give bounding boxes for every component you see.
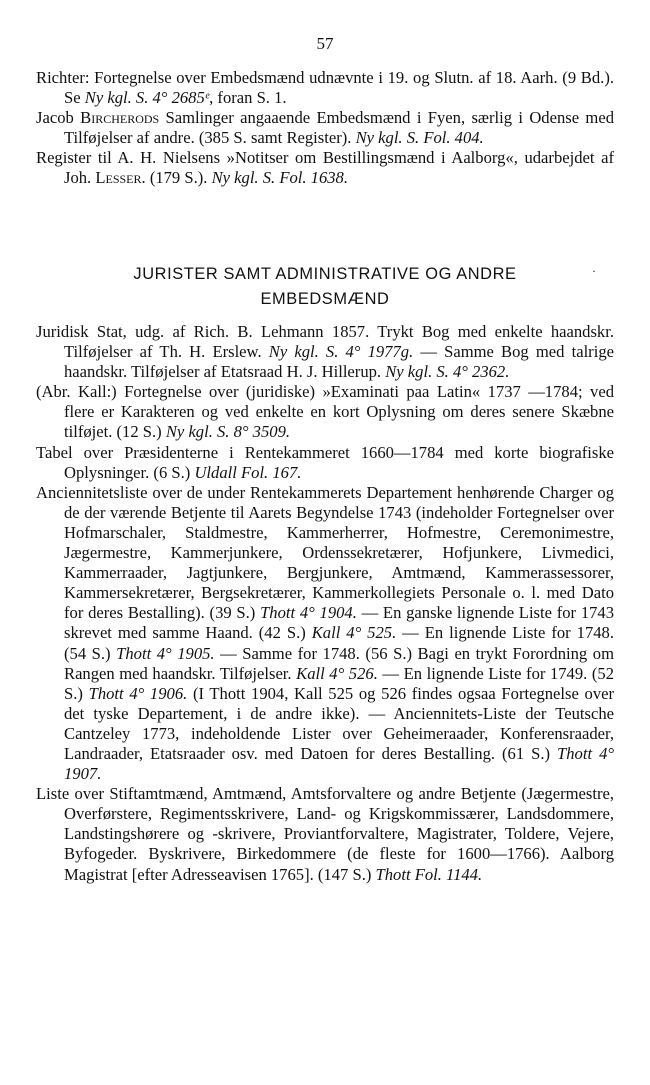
entry-text: Richter: Fortegnelse over Embedsmænd udnævnte i 19. og Slutn. af 18. Aarh. (9 Bd.). Se: [36, 68, 614, 108]
entry-text: — En ganske lignende Liste for 1743 skrevet med samme Haand. (42 S.): [64, 603, 615, 643]
shelfmark: Ny kgl. S. Fol. 404.: [355, 128, 484, 148]
entry-text: — En lignende Liste for 1748. (54 S.): [64, 623, 615, 663]
entry-text: Lesser: [95, 168, 142, 188]
shelfmark: Ny kgl. S. 8° 3509.: [165, 422, 291, 442]
catalog-entry: [36, 322, 614, 382]
entry-text: Juridisk Stat, udg. af Rich. B. Lehmann 1857. Trykt Bog med enkelte haandskr. Tilføjelser af Th. H. Erslew.: [36, 322, 614, 362]
shelfmark: Ny kgl. S. 4° 2362.: [385, 362, 510, 382]
entry-text: . (179 S.).: [141, 168, 212, 188]
entry-text: Bircherods: [80, 108, 160, 128]
entries-bottom: [36, 322, 614, 885]
shelfmark: Thott 4° 1904.: [260, 603, 357, 623]
shelfmark: Thott 4° 1905.: [116, 643, 215, 663]
heading-mark: ·: [592, 264, 596, 278]
entry-text: Jacob: [36, 108, 81, 128]
shelfmark: Kall 4° 526.: [296, 663, 378, 683]
shelfmark: Thott 4° 1907.: [64, 743, 615, 784]
entry-text: — Samme Bog med talrige haandskr. Tilføjelser af Etatsraad H. J. Hillerup.: [64, 342, 614, 382]
entry-text: Tabel over Præsidenterne i Rentekammeret 1660—1784 med korte biografiske Oplysninger. (6 S.): [36, 442, 614, 482]
entry-text: Samlinger angaaende Embedsmænd i Fyen, særlig i Odense med Tilføjelser af andre. (385 S. samt Register).: [64, 108, 614, 148]
shelfmark: Ny kgl. S. Fol. 1638.: [211, 168, 348, 188]
section-heading: [36, 262, 614, 312]
entry-text: — Samme for 1748. (56 S.) Bagi en trykt Forordning om Rangen med haandskr. Tilføjelser.: [64, 643, 614, 683]
shelfmark: Ny kgl. S. 4° 2685ᵉ: [84, 88, 210, 108]
catalog-entry: [36, 108, 614, 148]
entry-text: , foran S. 1.: [209, 88, 287, 108]
entry-text: Liste over Stiftamtmænd, Amtmænd, Amtsforvaltere og andre Betjente (Jægermestre, Overførstere, Regimentsskrivere, Land- og Krigskommissærer, Landsdommere, Landstingshørere og -skrivere, Proviantforvaltere, Magistrater, Toldere, Vejere, Byfogeder. Byskrivere, Birkedommere (de fleste for 1600—1766). Aalborg Magistrat [efter Adresseavisen 1765]. (147 S.): [36, 784, 614, 884]
catalog-entry: [36, 148, 614, 188]
catalog-entry: [36, 784, 614, 884]
shelfmark: Ny kgl. S. 4° 1977g.: [268, 342, 414, 362]
entry-text: (Abr. Kall:) Fortegnelse over (juridiske) »Examinati paa Latin« 1737 —1784; ved flere er Karakteren og ved enkelte en kort Oplysning om deres senere Skæbne tilføjet. (12 S.): [36, 382, 614, 442]
catalog-entry: [36, 68, 614, 108]
section-heading-line-1: JURISTER SAMT ADMINISTRATIVE OG ANDRE: [133, 265, 517, 283]
entry-text: Anciennitetsliste over de under Rentekammerets Departement henhørende Charger og de der værende Betjente til Aarets Begyndelse 1743 (indeholder Fortegnelser over Hofmarschaler, Staldmestre, Kammerherrer, Hofmestre, Ceremonimestre, Jægermestre, Kammerjunkere, Ordenssekretærer, Hofjunkere, Livmedici, Kammerraader, Jagtjunkere, Bergjunkere, Amtmænd, Kammerassessorer, Kammersekretærer, Bergsekretærer, Kammerkollegiets Personale o. l. med Dato for deres Bestalling). (39 S.): [36, 482, 614, 623]
shelfmark: Uldall Fol. 167.: [194, 462, 302, 482]
catalog-entry: [36, 382, 614, 442]
shelfmark: Thott Fol. 1144.: [375, 864, 483, 884]
entry-text: — En lignende Liste for 1749. (52 S.): [64, 663, 614, 703]
entry-text: Register til A. H. Nielsens »Notitser om Bestillingsmænd i Aalborg«, udarbejdet af Joh.: [36, 148, 614, 188]
page-number: 57: [316, 34, 334, 53]
section-heading-line-2: EMBEDSMÆND: [260, 290, 390, 308]
catalog-entry: [36, 443, 614, 483]
catalog-entry: [36, 483, 614, 784]
entry-text: (I Thott 1904, Kall 525 og 526 findes ogsaa Fortegnelse over det tyske Departement, i de andre ikke). — Anciennitets-Liste der Teutsche Cantzeley 1773, indeholdende Lister over Geheimeraader, Konferensraader, Landraader, Etatsraader osv. med Datoen for deres Bestalling. (61 S.): [64, 683, 615, 763]
shelfmark: Kall 4° 525.: [311, 623, 397, 643]
shelfmark: Thott 4° 1906.: [88, 683, 188, 703]
entries-top: [36, 68, 614, 189]
